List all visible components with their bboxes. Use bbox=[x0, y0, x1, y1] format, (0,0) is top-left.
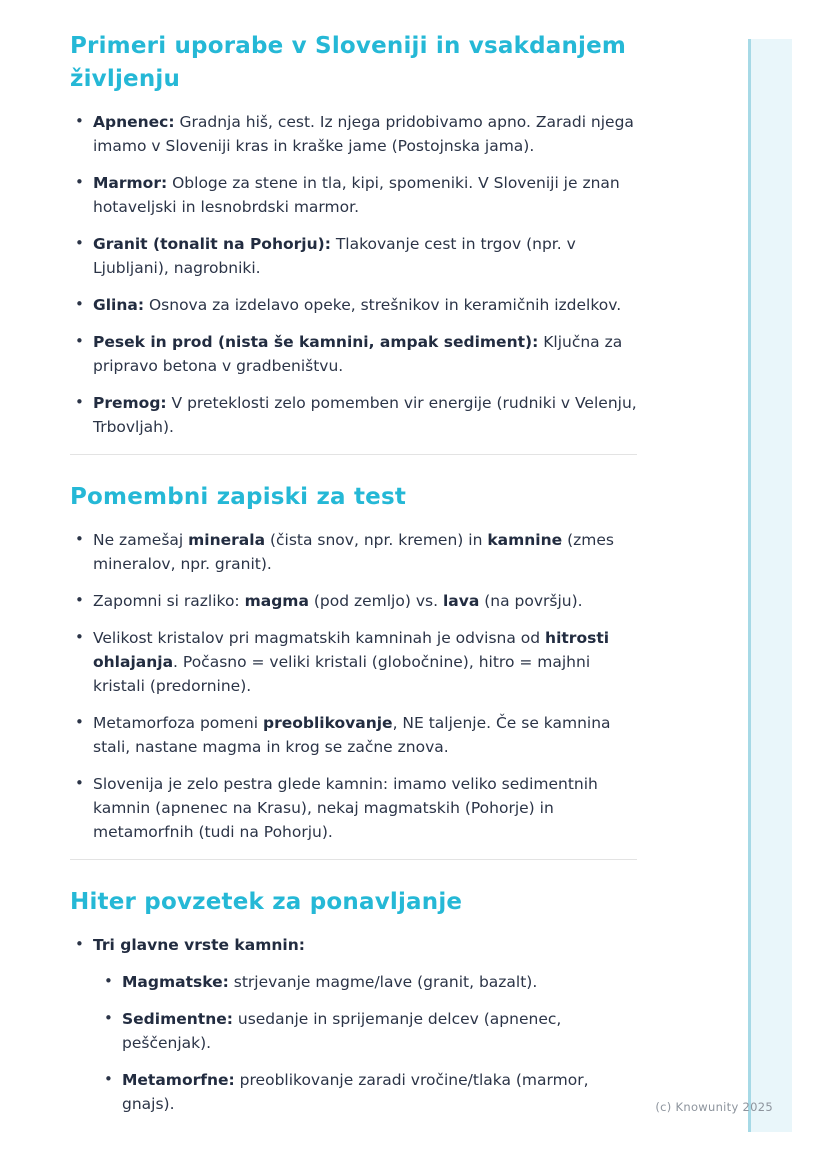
sections bbox=[70, 30, 637, 1116]
notes-section bbox=[70, 30, 637, 439]
text-run: , NE taljenje. Če se kamnina stali, nastane magma in krog se začne znova. bbox=[93, 714, 611, 756]
notes-section bbox=[70, 481, 637, 844]
text-run: magma bbox=[244, 592, 309, 610]
list-item bbox=[70, 528, 637, 576]
text-run: (zmes mineralov, npr. granit). bbox=[93, 531, 614, 573]
list-item bbox=[70, 933, 637, 957]
text-run: preoblikovanje zaradi vročine/tlaka (marmor, gnajs). bbox=[122, 1071, 589, 1113]
list-item bbox=[70, 589, 637, 613]
text-run: lava bbox=[442, 592, 480, 610]
text-run: Ne zamešaj bbox=[93, 531, 189, 549]
text-run: Pesek in prod (nista še kamnini, ampak sediment): bbox=[93, 333, 539, 351]
list-item bbox=[70, 391, 637, 439]
list-item bbox=[70, 626, 637, 698]
text-run: strjevanje magme/lave (granit, bazalt). bbox=[228, 973, 538, 991]
text-run: Ključna za pripravo betona v gradbeništvu. bbox=[93, 333, 623, 375]
list-item bbox=[70, 171, 637, 219]
bullet-list bbox=[70, 110, 637, 439]
text-run: (čista snov, npr. kremen) in bbox=[265, 531, 488, 549]
section-heading: Primeri uporabe v Sloveniji in vsakdanjem življenju bbox=[70, 33, 627, 92]
decorative-stripe bbox=[748, 39, 792, 1132]
text-run: (na površju). bbox=[479, 592, 583, 610]
text-run: preoblikovanje bbox=[262, 714, 393, 732]
text-run: Magmatske: bbox=[122, 973, 229, 991]
text-run: Obloge za stene in tla, kipi, spomeniki. V Sloveniji je znan hotaveljski in lesnobrdski marmor. bbox=[93, 174, 620, 216]
section-divider bbox=[70, 859, 637, 860]
bullet-list bbox=[70, 933, 637, 1116]
text-run: Premog: bbox=[93, 394, 167, 412]
text-run: Tlakovanje cest in trgov (npr. v Ljubljani), nagrobniki. bbox=[93, 235, 576, 277]
list-item bbox=[99, 1007, 637, 1055]
text-run: . Počasno = veliki kristali (globočnine), hitro = majhni kristali (predornine). bbox=[93, 653, 591, 695]
list-item bbox=[99, 1068, 637, 1116]
copyright-text: (c) Knowunity 2025 bbox=[655, 1100, 773, 1114]
list-item bbox=[70, 232, 637, 280]
list-item bbox=[70, 110, 637, 158]
section-heading: Pomembni zapiski za test bbox=[70, 484, 407, 510]
text-run: V preteklosti zelo pomemben vir energije (rudniki v Velenju, Trbovljah). bbox=[93, 394, 637, 436]
text-run: Gradnja hiš, cest. Iz njega pridobivamo apno. Zaradi njega imamo v Sloveniji kras in kraške jame (Postojnska jama). bbox=[93, 113, 634, 155]
text-run: Osnova za izdelavo opeke, strešnikov in keramičnih izdelkov. bbox=[144, 296, 622, 314]
text-run: Granit (tonalit na Pohorju): bbox=[93, 235, 331, 253]
text-run: (pod zemljo) vs. bbox=[308, 592, 443, 610]
text-run: Velikost kristalov pri magmatskih kamninah je odvisna od bbox=[93, 629, 546, 647]
bullet-list bbox=[70, 528, 637, 844]
list-item bbox=[70, 772, 637, 844]
list-item bbox=[99, 970, 637, 994]
text-run: Metamorfoza pomeni bbox=[93, 714, 263, 732]
text-run: Slovenija je zelo pestra glede kamnin: imamo veliko sedimentnih kamnin (apnenec na Krasu), nekaj magmatskih (Pohorje) in metamorfnih (tudi na Pohorju). bbox=[93, 775, 598, 841]
list-item bbox=[70, 293, 637, 317]
list-item bbox=[70, 330, 637, 378]
section-divider bbox=[70, 454, 637, 455]
notes-page-content bbox=[70, 30, 637, 1116]
text-run: kamnine bbox=[487, 531, 563, 549]
text-run: Metamorfne: bbox=[122, 1071, 235, 1089]
text-run: Glina: bbox=[93, 296, 145, 314]
text-run: Marmor: bbox=[93, 174, 168, 192]
section-heading: Hiter povzetek za ponavljanje bbox=[70, 889, 463, 915]
text-run: Tri glavne vrste kamnin: bbox=[93, 936, 305, 954]
text-run: Zapomni si razliko: bbox=[93, 592, 245, 610]
text-run: Apnenec: bbox=[93, 113, 175, 131]
notes-section bbox=[70, 886, 637, 1116]
text-run: minerala bbox=[188, 531, 266, 549]
text-run: usedanje in sprijemanje delcev (apnenec, peščenjak). bbox=[122, 1010, 562, 1052]
text-run: Sedimentne: bbox=[122, 1010, 233, 1028]
list-item bbox=[70, 711, 637, 759]
text-run: hitrosti ohlajanja bbox=[93, 629, 610, 671]
